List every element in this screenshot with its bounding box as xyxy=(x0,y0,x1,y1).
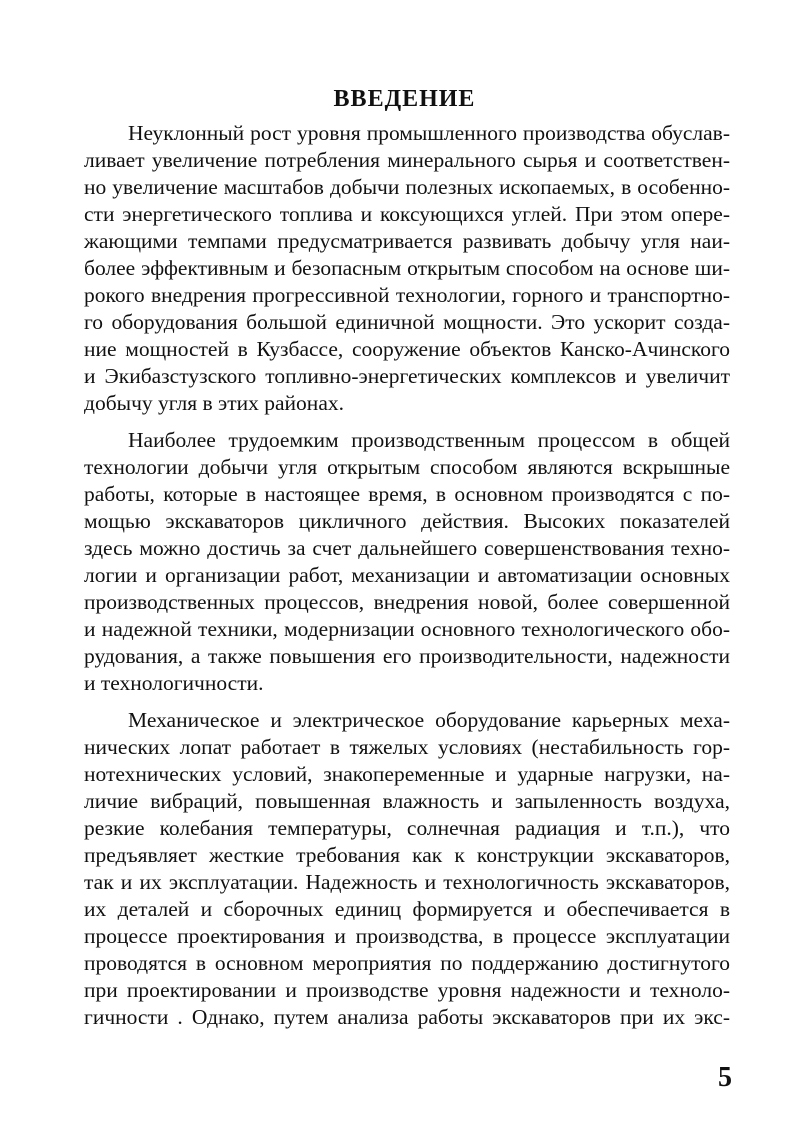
text-line: так и их эксплуатации. Надежность и технологичность экскаваторов, xyxy=(84,870,730,894)
text-line: резкие колебания температуры, солнечная радиация и т.п.), что xyxy=(84,816,730,840)
text-line: нотехнических условий, знакопеременные и ударные нагрузки, на- xyxy=(84,762,730,786)
text-line: личие вибраций, повышенная влажность и запыленность воздуха, xyxy=(84,789,730,813)
section-title: ВВЕДЕНИЕ xyxy=(333,86,476,112)
text-line: процессе проектирования и производства, в процессе эксплуатации xyxy=(84,924,730,948)
text-line: гичности . Однако, путем анализа работы экскаваторов при их экс- xyxy=(84,1005,730,1029)
text-line: но увеличение масштабов добычи полезных ископаемых, в особенно- xyxy=(84,175,730,199)
text-line: рокого внедрения прогрессивной технологии, горного и транспортно- xyxy=(84,283,730,307)
text-line: более эффективным и безопасным открытым способом на основе ши- xyxy=(84,256,730,280)
text-line: ливает увеличение потребления минерального сырья и соответствен- xyxy=(84,148,730,172)
text-line: добычу угля в этих районах. xyxy=(84,391,344,415)
text-line: работы, которые в настоящее время, в основном производятся с по- xyxy=(84,482,730,506)
text-line: мощью экскаваторов цикличного действия. Высоких показателей xyxy=(84,509,730,533)
text-line: нических лопат работает в тяжелых условиях (нестабильность гор- xyxy=(84,735,730,759)
text-line: сти энергетического топлива и коксующихся углей. При этом опере- xyxy=(84,202,730,226)
text-line: и Экибазстузского топливно-энергетических комплексов и увеличит xyxy=(84,364,730,388)
text-line: Наиболее трудоемким производственным процессом в общей xyxy=(128,428,730,452)
text-line: и надежной техники, модернизации основного технологического обо- xyxy=(84,617,730,641)
text-line: здесь можно достичь за счет дальнейшего совершенствования техно- xyxy=(84,536,730,560)
text-line: Неуклонный рост уровня промышленного производства обуслав- xyxy=(128,121,730,145)
text-line: производственных процессов, внедрения новой, более совершенной xyxy=(84,590,730,614)
text-line: при проектировании и производстве уровня надежности и техноло- xyxy=(84,978,730,1002)
text-line: проводятся в основном мероприятия по поддержанию достигнутого xyxy=(84,951,730,975)
text-line: технологии добычи угля открытым способом являются вскрышные xyxy=(84,455,730,479)
text-line: и технологичности. xyxy=(84,671,264,695)
text-line: жающими темпами предусматривается развивать добычу угля наи- xyxy=(84,229,730,253)
text-line: логии и организации работ, механизации и автоматизации основных xyxy=(84,563,730,587)
text-line: го оборудования большой единичной мощности. Это ускорит созда- xyxy=(84,310,730,334)
text-line: рудования, а также повышения его производительности, надежности xyxy=(84,644,730,668)
text-line: предъявляет жесткие требования как к конструкции экскаваторов, xyxy=(84,843,730,867)
page-number: 5 xyxy=(718,1062,732,1093)
text-line: Механическое и электрическое оборудование карьерных меха- xyxy=(128,708,730,732)
text-line: их деталей и сборочных единиц формируется и обеспечивается в xyxy=(84,897,730,921)
text-line: ние мощностей в Кузбассе, сооружение объектов Канско-Ачинского xyxy=(84,337,730,361)
